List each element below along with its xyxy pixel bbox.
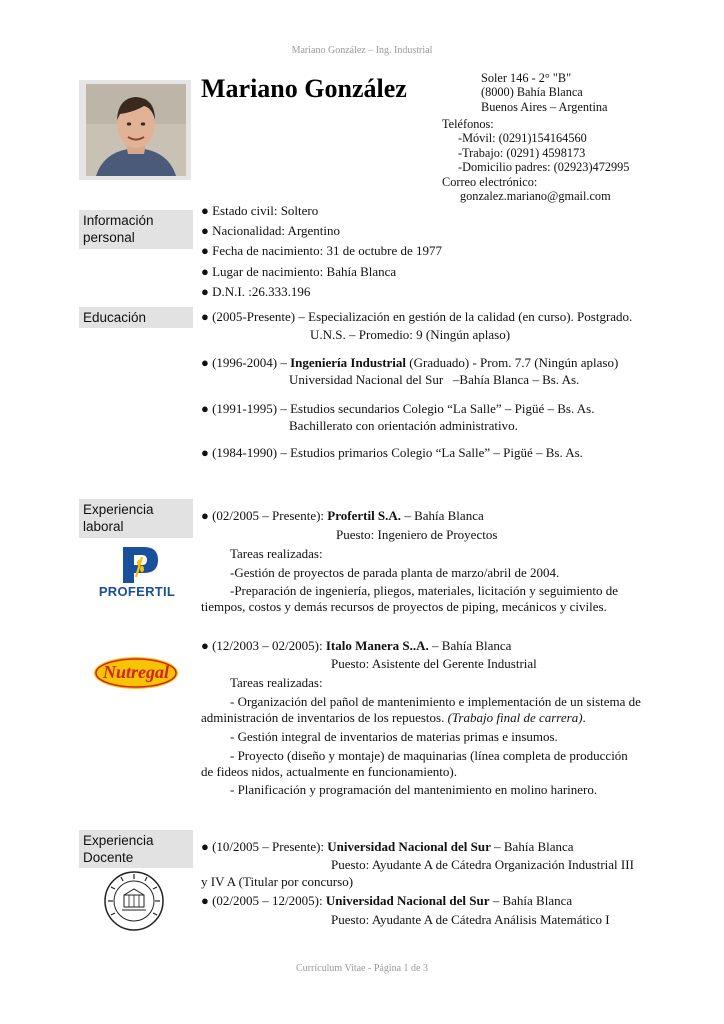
task-item: - Organización del pañol de mantenimiento e implementación de un sistema de xyxy=(230,694,641,709)
address-block xyxy=(481,71,608,114)
section-label-personal: Información personal xyxy=(79,210,193,249)
profertil-logo xyxy=(92,543,182,603)
task-item: - Planificación y programación del mantenimiento en molino harinero. xyxy=(230,782,598,797)
nutregal-logo-text: Nutregal xyxy=(102,662,169,682)
education-item-detail: U.N.S. – Promedio: 9 (Ningún aplaso) xyxy=(310,327,511,342)
phone-mobile: -Móvil: (0291)154164560 xyxy=(458,131,587,146)
tasks-label: Tareas realizadas: xyxy=(230,546,323,561)
list-item: ● Lugar de nacimiento: Bahía Blanca xyxy=(201,263,397,279)
teaching-role: y IV A (Titular por concurso) xyxy=(201,874,354,889)
phone-work: -Trabajo: (0291) 4598173 xyxy=(458,145,586,160)
email-label: Correo electrónico: xyxy=(442,174,538,189)
university-seal-icon xyxy=(103,870,165,932)
person-name: Mariano González xyxy=(201,74,407,103)
profertil-logo-text: PROFERTIL xyxy=(98,584,176,599)
profile-photo xyxy=(86,84,186,176)
section-label-teaching: Experiencia Docente xyxy=(79,830,193,868)
teaching-role: Puesto: Ayudante A de Cátedra Análisis Matemático I xyxy=(331,912,610,927)
contact-block xyxy=(442,117,629,203)
page-footer: Currículum Vitae - Página 1 de 3 xyxy=(296,963,428,974)
tasks-label: Tareas realizadas: xyxy=(230,675,323,690)
teaching-entry: ● (02/2005 – 12/2005): Universidad Nacional del Sur – Bahía Blanca xyxy=(201,893,573,908)
task-item: -Gestión de proyectos de parada planta de marzo/abril de 2004. xyxy=(230,565,560,580)
education-item-detail: Universidad Nacional del Sur –Bahía Blanca – Bs. As. xyxy=(289,372,580,387)
list-item: ● Fecha de nacimiento: 31 de octubre de 1977 xyxy=(201,243,443,259)
task-item: - Gestión integral de inventarios de materias primas e insumos. xyxy=(230,729,558,744)
education-item: ● (1991-1995) – Estudios secundarios Colegio “La Salle” – Pigüé – Bs. As. xyxy=(201,401,595,416)
personal-info-list xyxy=(201,201,442,302)
uns-seal xyxy=(103,870,165,932)
list-item: ● Estado civil: Soltero xyxy=(201,203,319,218)
job-entry: ● (02/2005 – Presente): Profertil S.A. – Bahía Blanca xyxy=(201,508,484,523)
job-entry: ● (12/2003 – 02/2005): Italo Manera S..A. – Bahía Blanca xyxy=(201,638,512,653)
address-line: Buenos Aires – Argentina xyxy=(481,99,608,114)
task-item: - Proyecto (diseño y montaje) de maquinarias (línea completa de producción xyxy=(230,748,628,763)
task-item: -Preparación de ingeniería, pliegos, materiales, licitación y seguimiento de xyxy=(230,583,619,598)
email-address: gonzalez.mariano@gmail.com xyxy=(460,189,611,204)
task-item: de fideos nidos, actualmente en funcionamiento). xyxy=(201,764,457,779)
address-line: (8000) Bahía Blanca xyxy=(481,85,583,100)
teaching-role: Puesto: Ayudante A de Cátedra Organización Industrial III xyxy=(331,857,634,872)
nutregal-logo xyxy=(93,656,179,690)
person-portrait-icon xyxy=(86,84,186,176)
address-line: Soler 146 - 2° "B" xyxy=(481,71,572,85)
job-role: Puesto: Asistente del Gerente Industrial xyxy=(331,656,537,671)
task-item: administración de inventarios de los repuestos. (Trabajo final de carrera). xyxy=(201,710,586,725)
page-header: Mariano González – Ing. Industrial xyxy=(291,45,433,56)
job-role: Puesto: Ingeniero de Proyectos xyxy=(336,527,498,542)
education-item: ● (1984-1990) – Estudios primarios Colegio “La Salle” – Pigüé – Bs. As. xyxy=(201,445,583,460)
phone-parents: -Domicilio padres: (02923)472995 xyxy=(458,160,630,175)
task-item: tiempos, costos y demás recursos de proyectos de piping, mecánicos y civiles. xyxy=(201,599,607,614)
list-item: ● D.N.I. :26.333.196 xyxy=(201,283,311,299)
teaching-entry: ● (10/2005 – Presente): Universidad Nacional del Sur – Bahía Blanca xyxy=(201,839,574,854)
section-label-education: Educación xyxy=(79,307,193,328)
list-item: ● Nacionalidad: Argentino xyxy=(201,223,341,239)
education-item: ● (1996-2004) – Ingeniería Industrial (Graduado) - Prom. 7.7 (Ningún aplaso) xyxy=(201,355,619,370)
phones-label: Teléfonos: xyxy=(442,117,494,131)
education-item: ● (2005-Presente) – Especialización en gestión de la calidad (en curso). Postgrado. xyxy=(201,309,633,324)
education-item-detail: Bachillerato con orientación administrativo. xyxy=(289,418,518,433)
section-label-work: Experiencia laboral xyxy=(79,499,193,538)
